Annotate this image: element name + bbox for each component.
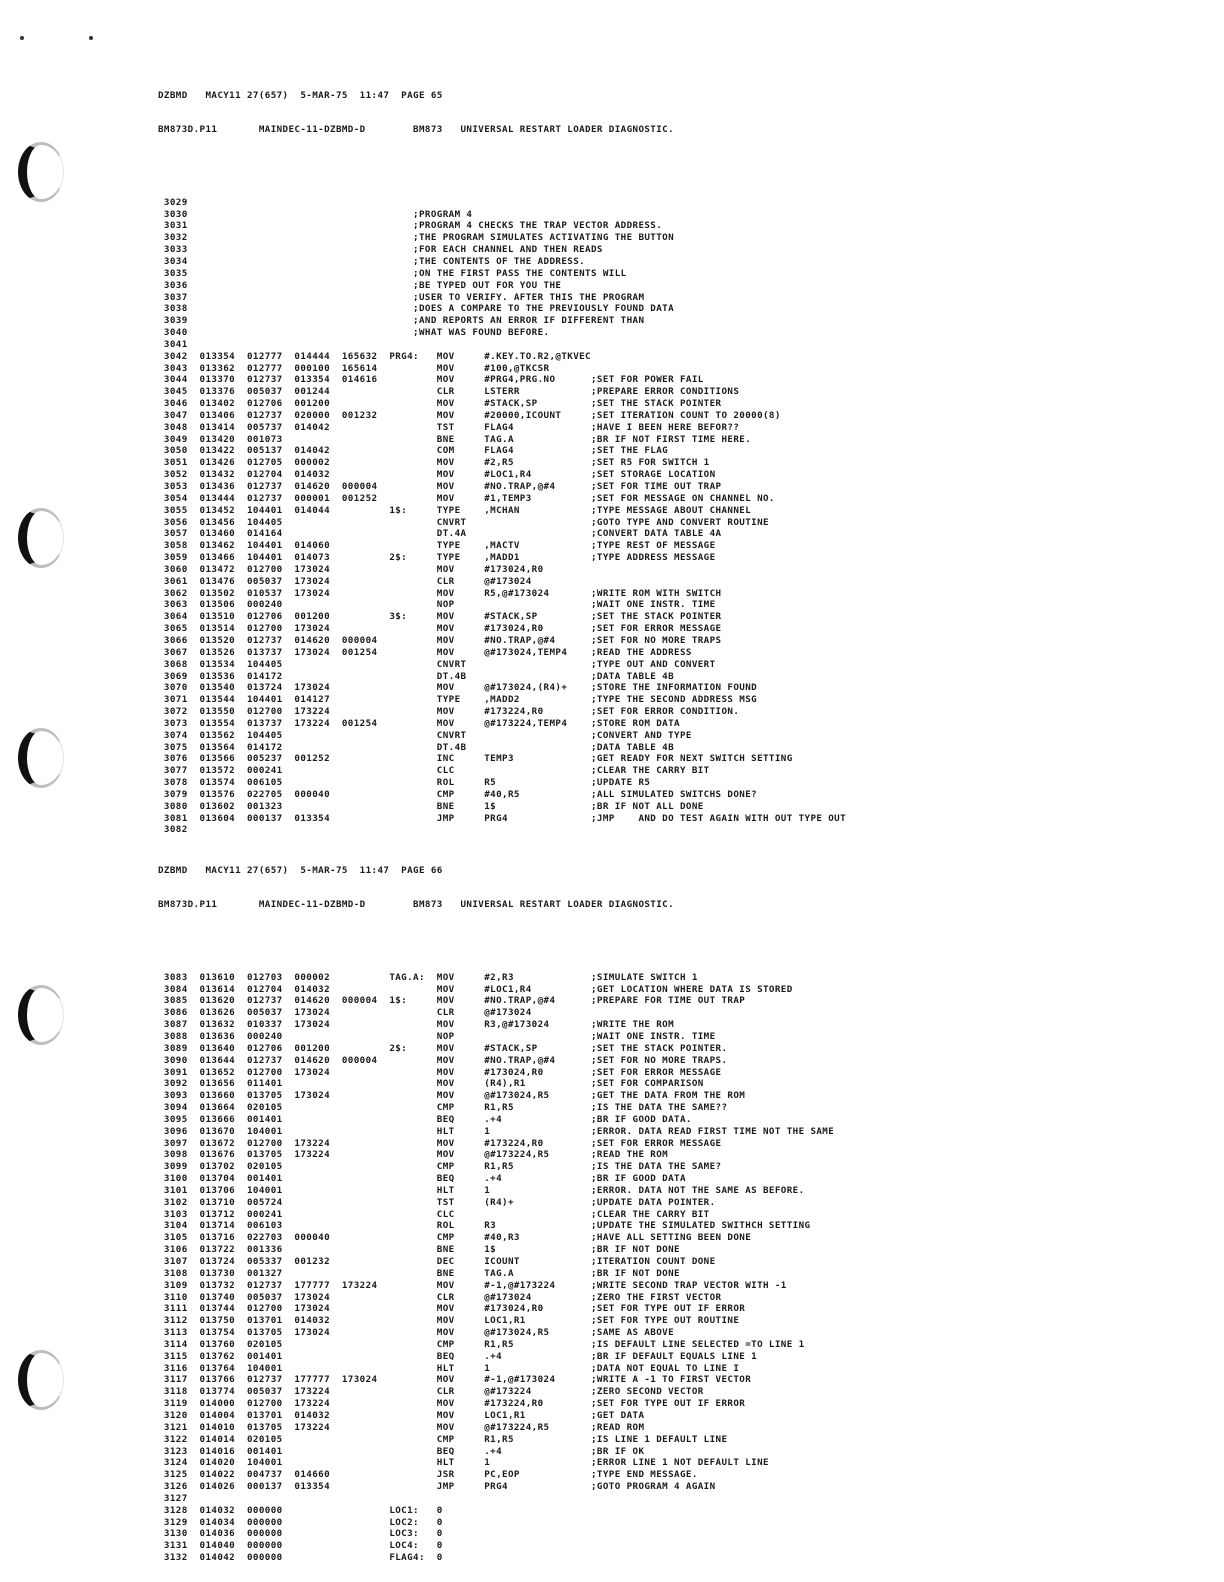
listing-line: 3054 013444 012737 000001 001252 MOV #1,TEMP3 ;SET FOR MESSAGE ON CHANNEL NO.: [158, 492, 775, 504]
listing-line: 3091 013652 012700 173024 MOV #173024,R0 ;SET FOR ERROR MESSAGE: [158, 1066, 722, 1078]
listing-line: 3044 013370 012737 013354 014616 MOV #PRG4,PRG.NO ;SET FOR POWER FAIL: [158, 374, 704, 386]
listing-line: 3048 013414 005737 014042 TST FLAG4 ;HAVE I BEEN HERE BEFOR??: [158, 421, 740, 433]
listing-line: 3095 013666 001401 BEQ .+4 ;BR IF GOOD DATA.: [158, 1113, 692, 1125]
listing-line: 3042 013354 012777 014444 165632 PRG4: MOV #.KEY.TO.R2,@TKVEC: [158, 350, 591, 362]
listing-line: 3106 013722 001336 BNE 1$ ;BR IF NOT DONE: [158, 1244, 680, 1256]
listing-line: 3081 013604 000137 013354 JMP PRG4 ;JMP AND DO TEST AGAIN WITH OUT TYPE OUT: [158, 812, 847, 824]
listing-line: 3029: [158, 196, 188, 208]
listing-line: 3126 014026 000137 013354 JMP PRG4 ;GOTO PROGRAM 4 AGAIN: [158, 1481, 716, 1493]
listing-line: 3063 013506 000240 NOP ;WAIT ONE INSTR. TIME: [158, 599, 716, 611]
listing-line: 3116 013764 104001 HLT 1 ;DATA NOT EQUAL TO LINE I: [158, 1362, 740, 1374]
listing-line: 3124 014020 104001 HLT 1 ;ERROR LINE 1 NOT DEFAULT LINE: [158, 1457, 769, 1469]
punch-hole-5: [18, 1350, 64, 1410]
listing-line: 3122 014014 020105 CMP R1,R5 ;IS LINE 1 DEFAULT LINE: [158, 1433, 728, 1445]
listing-line: 3084 013614 012704 014032 MOV #LOC1,R4 ;GET LOCATION WHERE DATA IS STORED: [158, 983, 793, 995]
listing-line: 3104 013714 006103 ROL R3 ;UPDATE THE SIMULATED SWITHCH SETTING: [158, 1220, 811, 1232]
listing-line: 3074 013562 104405 CNVRT ;CONVERT AND TYPE: [158, 729, 692, 741]
listing-line: 3071 013544 104401 014127 TYPE ,MADD2 ;TYPE THE SECOND ADDRESS MSG: [158, 694, 758, 706]
listing-line: 3101 013706 104001 HLT 1 ;ERROR. DATA NOT THE SAME AS BEFORE.: [158, 1184, 805, 1196]
listing-line: 3059 013466 104401 014073 2$: TYPE ,MADD1 ;TYPE ADDRESS MESSAGE: [158, 552, 716, 564]
page-header-line: BM873D.P11 MAINDEC-11-DZBMD-D BM873 UNIVERSAL RESTART LOADER DIAGNOSTIC.: [158, 124, 675, 136]
scan-speck: [20, 36, 24, 40]
listing-line: 3038 ;DOES A COMPARE TO THE PREVIOUSLY FOUND DATA: [158, 303, 675, 315]
listing-line: 3109 013732 012737 177777 173224 MOV #-1,@#173224 ;WRITE SECOND TRAP VECTOR WITH -1: [158, 1279, 787, 1291]
listing-line: 3123 014016 001401 BEQ .+4 ;BR IF OK: [158, 1445, 645, 1457]
punch-hole-3: [18, 728, 64, 788]
listing-line: 3040 ;WHAT WAS FOUND BEFORE.: [158, 327, 550, 339]
listing-line: 3121 014010 013705 173224 MOV @#173224,R5 ;READ ROM: [158, 1421, 645, 1433]
listing-line: 3068 013534 104405 CNVRT ;TYPE OUT AND CONVERT: [158, 658, 716, 670]
listing-line: 3094 013664 020105 CMP R1,R5 ;IS THE DATA THE SAME??: [158, 1102, 728, 1114]
listing-line: 3057 013460 014164 DT.4A ;CONVERT DATA TABLE 4A: [158, 528, 722, 540]
listing-line: 3045 013376 005037 001244 CLR LSTERR ;PREPARE ERROR CONDITIONS: [158, 386, 740, 398]
listing-line: 3087 013632 010337 173024 MOV R3,@#173024 ;WRITE THE ROM: [158, 1019, 675, 1031]
listing-line: 3115 013762 001401 BEQ .+4 ;BR IF DEFAULT EQUALS LINE 1: [158, 1350, 758, 1362]
listing-line: 3088 013636 000240 NOP ;WAIT ONE INSTR. TIME: [158, 1030, 716, 1042]
listing-line: 3067 013526 013737 173024 001254 MOV @#173024,TEMP4 ;READ THE ADDRESS: [158, 646, 692, 658]
listing-line: 3047 013406 012737 020000 001232 MOV #20000,ICOUNT ;SET ITERATION COUNT TO 20000(8): [158, 409, 781, 421]
listing-line: 3132 014042 000000 FLAG4: 0: [158, 1552, 443, 1564]
listing-line: 3114 013760 020105 CMP R1,R5 ;IS DEFAULT LINE SELECTED =TO LINE 1: [158, 1338, 805, 1350]
listing-line: 3036 ;BE TYPED OUT FOR YOU THE: [158, 279, 562, 291]
listing-line: 3099 013702 020105 CMP R1,R5 ;IS THE DATA THE SAME?: [158, 1161, 722, 1173]
listing-line: 3049 013420 001073 BNE TAG.A ;BR IF NOT FIRST TIME HERE.: [158, 433, 752, 445]
listing-line: 3131 014040 000000 LOC4: 0: [158, 1540, 443, 1552]
listing-line: 3077 013572 000241 CLC ;CLEAR THE CARRY BIT: [158, 765, 710, 777]
listing-line: 3107 013724 005337 001232 DEC ICOUNT ;ITERATION COUNT DONE: [158, 1256, 716, 1267]
listing-line: 3066 013520 012737 014620 000004 MOV #NO.TRAP,@#4 ;SET FOR NO MORE TRAPS: [158, 634, 722, 646]
listing-line: 3129 014034 000000 LOC2: 0: [158, 1516, 443, 1528]
listing-line: 3062 013502 010537 173024 MOV R5,@#173024 ;WRITE ROM WITH SWITCH: [158, 587, 722, 599]
listing-line: 3078 013574 006105 ROL R5 ;UPDATE R5: [158, 777, 651, 789]
listing-line: 3079 013576 022705 000040 CMP #40,R5 ;ALL SIMULATED SWITCHS DONE?: [158, 788, 758, 800]
listing-line: 3113 013754 013705 173024 MOV @#173024,R5 ;SAME AS ABOVE: [158, 1327, 675, 1339]
listing-line: 3090 013644 012737 014620 000004 MOV #NO.TRAP,@#4 ;SET FOR NO MORE TRAPS.: [158, 1054, 728, 1066]
listing-line: 3076 013566 005237 001252 INC TEMP3 ;GET READY FOR NEXT SWITCH SETTING: [158, 753, 793, 765]
listing-line: 3075 013564 014172 DT.4B ;DATA TABLE 4B: [158, 741, 675, 753]
listing-line: 3102 013710 005724 TST (R4)+ ;UPDATE DATA POINTER.: [158, 1196, 716, 1208]
listing-line: 3111 013744 012700 173024 MOV #173024,R0 ;SET FOR TYPE OUT IF ERROR: [158, 1303, 746, 1315]
listing-line: 3120 014004 013701 014032 MOV LOC1,R1 ;GET DATA: [158, 1409, 645, 1421]
listing-line: 3065 013514 012700 173024 MOV #173024,R0 ;SET FOR ERROR MESSAGE: [158, 623, 722, 635]
listing-line: 3037 ;USER TO VERIFY. AFTER THIS THE PROGRAM: [158, 291, 645, 303]
listing-line: 3030 ;PROGRAM 4: [158, 208, 473, 220]
listing-line: 3052 013432 012704 014032 MOV #LOC1,R4 ;SET STORAGE LOCATION: [158, 469, 716, 481]
scan-speck: [89, 36, 93, 40]
listing-line: 3086 013626 005037 173024 CLR @#173024: [158, 1007, 532, 1019]
listing-line: 3085 013620 012737 014620 000004 1$: MOV #NO.TRAP,@#4 ;PREPARE FOR TIME OUT TRAP: [158, 995, 746, 1007]
punch-hole-1: [18, 142, 64, 202]
listing-line: 3039 ;AND REPORTS AN ERROR IF DIFFERENT THAN: [158, 315, 645, 327]
listing-line: 3096 013670 104001 HLT 1 ;ERROR. DATA READ FIRST TIME NOT THE SAME: [158, 1125, 835, 1137]
listing-line: 3128 014032 000000 LOC1: 0: [158, 1504, 443, 1516]
listing-line: 3060 013472 012700 173024 MOV #173024,R0: [158, 563, 544, 575]
listing-line: 3098 013676 013705 173224 MOV @#173224,R5 ;READ THE ROM: [158, 1149, 669, 1161]
punch-hole-2: [18, 508, 64, 568]
listing-line: 3117 013766 012737 177777 173024 MOV #-1,@#173024 ;WRITE A -1 TO FIRST VECTOR: [158, 1374, 752, 1386]
listing-line: 3110 013740 005037 173024 CLR @#173024 ;ZERO THE FIRST VECTOR: [158, 1291, 722, 1303]
listing-line: 3093 013660 013705 173024 MOV @#173024,R5 ;GET THE DATA FROM THE ROM: [158, 1090, 746, 1102]
listing-line: 3118 013774 005037 173224 CLR @#173224 ;ZERO SECOND VECTOR: [158, 1386, 704, 1398]
listing-line: 3035 ;ON THE FIRST PASS THE CONTENTS WILL: [158, 267, 627, 279]
listing-page-65: [158, 66, 846, 848]
listing-line: 3034 ;THE CONTENTS OF THE ADDRESS.: [158, 255, 586, 267]
listing-line: 3061 013476 005037 173024 CLR @#173024: [158, 575, 532, 587]
page-header-line: DZBMD MACY11 27(657) 5-MAR-75 11:47 PAGE 65: [158, 89, 443, 101]
listing-lines: [158, 972, 834, 1564]
listing-line: 3072 013550 012700 173224 MOV #173224,R0 ;SET FOR ERROR CONDITION.: [158, 706, 740, 718]
listing-page-66: [158, 841, 834, 1576]
listing-line: 3092 013656 011401 MOV (R4),R1 ;SET FOR COMPARISON: [158, 1078, 704, 1090]
listing-line: 3125 014022 004737 014660 JSR PC,EOP ;TYPE END MESSAGE.: [158, 1469, 698, 1481]
listing-line: 3046 013402 012706 001200 MOV #STACK,SP ;SET THE STACK POINTER: [158, 398, 722, 410]
listing-line: 3073 013554 013737 173224 001254 MOV @#173224,TEMP4 ;STORE ROM DATA: [158, 717, 680, 729]
page-header-line: BM873D.P11 MAINDEC-11-DZBMD-D BM873 UNIVERSAL RESTART LOADER DIAGNOSTIC.: [158, 899, 675, 911]
listing-line: 3127: [158, 1492, 188, 1504]
listing-line: 3032 ;THE PROGRAM SIMULATES ACTIVATING THE BUTTON: [158, 232, 675, 244]
listing-line: 3041: [158, 338, 188, 350]
listing-line: 3033 ;FOR EACH CHANNEL AND THEN READS: [158, 244, 603, 256]
listing-line: 3070 013540 013724 173024 MOV @#173024,(R4)+ ;STORE THE INFORMATION FOUND: [158, 682, 758, 694]
listing-line: 3100 013704 001401 BEQ .+4 ;BR IF GOOD DATA: [158, 1173, 686, 1185]
listing-line: 3103 013712 000241 CLC ;CLEAR THE CARRY BIT: [158, 1208, 710, 1220]
listing-line: 3064 013510 012706 001200 3$: MOV #STACK,SP ;SET THE STACK POINTER: [158, 611, 722, 623]
listing-line: 3082: [158, 824, 188, 836]
punch-hole-4: [18, 985, 64, 1045]
listing-line: 3108 013730 001327 BNE TAG.A ;BR IF NOT DONE: [158, 1267, 680, 1279]
listing-line: 3053 013436 012737 014620 000004 MOV #NO.TRAP,@#4 ;SET FOR TIME OUT TRAP: [158, 481, 722, 492]
listing-line: 3051 013426 012705 000002 MOV #2,R5 ;SET R5 FOR SWITCH 1: [158, 457, 710, 469]
listing-line: 3069 013536 014172 DT.4B ;DATA TABLE 4B: [158, 670, 675, 682]
listing-line: 3080 013602 001323 BNE 1$ ;BR IF NOT ALL DONE: [158, 800, 704, 812]
page-header-line: DZBMD MACY11 27(657) 5-MAR-75 11:47 PAGE 66: [158, 864, 443, 876]
listing-line: 3089 013640 012706 001200 2$: MOV #STACK,SP ;SET THE STACK POINTER.: [158, 1042, 728, 1054]
listing-line: 3050 013422 005137 014042 COM FLAG4 ;SET THE FLAG: [158, 445, 669, 457]
listing-line: 3031 ;PROGRAM 4 CHECKS THE TRAP VECTOR ADDRESS.: [158, 220, 663, 232]
listing-line: 3112 013750 013701 014032 MOV LOC1,R1 ;SET FOR TYPE OUT ROUTINE: [158, 1315, 740, 1327]
listing-line: 3105 013716 022703 000040 CMP #40,R3 ;HAVE ALL SETTING BEEN DONE: [158, 1232, 752, 1244]
listing-line: 3058 013462 104401 014060 TYPE ,MACTV ;TYPE REST OF MESSAGE: [158, 540, 716, 552]
listing-line: 3055 013452 104401 014044 1$: TYPE ,MCHAN ;TYPE MESSAGE ABOUT CHANNEL: [158, 504, 752, 516]
listing-line: 3056 013456 104405 CNVRT ;GOTO TYPE AND CONVERT ROUTINE: [158, 516, 769, 528]
listing-lines: [158, 197, 846, 837]
listing-line: 3119 014000 012700 173224 MOV #173224,R0 ;SET FOR TYPE OUT IF ERROR: [158, 1398, 746, 1410]
listing-line: 3097 013672 012700 173224 MOV #173224,R0 ;SET FOR ERROR MESSAGE: [158, 1137, 722, 1149]
listing-line: 3043 013362 012777 000100 165614 MOV #100,@TKCSR: [158, 362, 550, 374]
listing-line: 3083 013610 012703 000002 TAG.A: MOV #2,R3 ;SIMULATE SWITCH 1: [158, 971, 698, 983]
listing-line: 3130 014036 000000 LOC3: 0: [158, 1528, 443, 1540]
